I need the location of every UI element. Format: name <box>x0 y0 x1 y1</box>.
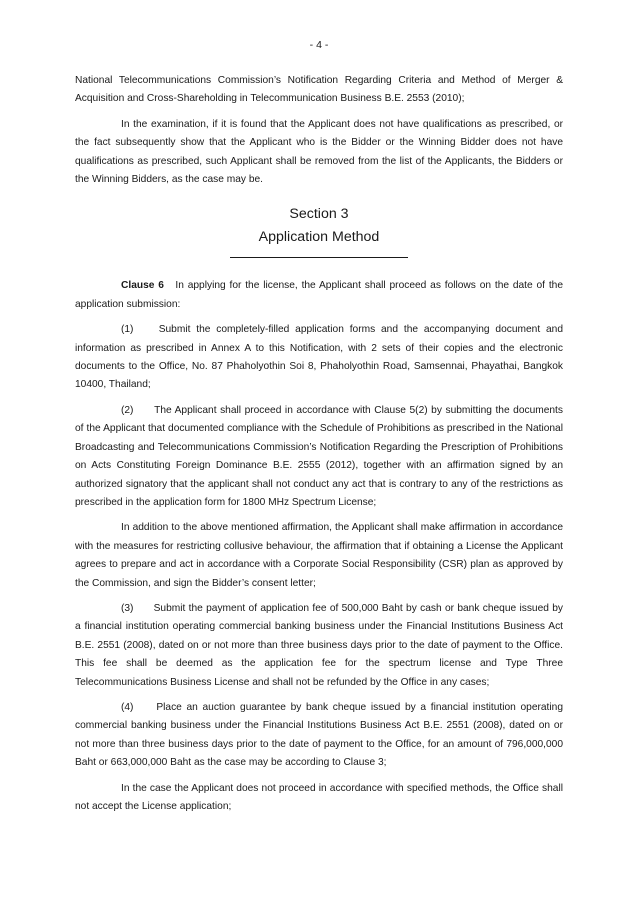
paragraph-qualification-removal: In the examination, if it is found that the Applicant does not have qualifications as prescribed, or the fact subsequently show that the Applicant who is the Bidder or the Winning Bidder does not have qualifications as prescribed, such Applicant shall be removed from the list of the Applicants, the Bidders or the Winning Bidders, as the case may be. <box>75 118 563 186</box>
clause-6-text: In applying for the license, the Applicant shall proceed as follows on the date of the application submission: <box>75 280 563 310</box>
item-1-number: (1) <box>121 324 134 336</box>
item-2 <box>75 402 563 512</box>
item-3-number: (3) <box>121 602 134 614</box>
item-4-number: (4) <box>121 701 134 713</box>
section-divider <box>230 257 408 258</box>
item-2-affirmation: In addition to the above mentioned affirmation, the Applicant shall make affirmation in accordance with the measures for restricting collusive behaviour, the affirmation that if obtaining a License the Applicant agrees to prepare and act in accordance with a Corporate Social Responsibility (CSR) plan as approved by the Commission, and sign the Bidder’s consent letter; <box>75 522 563 589</box>
clause-6 <box>75 277 563 314</box>
item-2-number: (2) <box>121 404 134 416</box>
item-3 <box>75 600 563 692</box>
item-1-text: Submit the completely-filled application forms and the accompanying document and information as prescribed in Annex A to this Notification, with 2 sets of their copies and the electronic documents to the Office, No. 87 Phaholyothin Soi 8, Phaholyothin Road, Samsennai, Phayathai, Bangkok 10400, Thailand; <box>75 324 563 391</box>
item-3-text: Submit the payment of application fee of 500,000 Baht by cash or bank cheque issued by a financial institution operating commercial banking business under the Financial Institutions Business Act B.E. 2551 (2008), dated on or not more than three business days prior to the date of payment to the Office. This fee shall be deemed as the application fee for the spectrum license and Type Three Telecommunications Business License and shall not be refunded by the Office in any cases; <box>75 602 563 688</box>
item-2-text: The Applicant shall proceed in accordance with Clause 5(2) by submitting the documents of the Applicant that documented compliance with the Schedule of Prohibitions as prescribed in the National Broadcasting and Telecommunications Commission’s Notification Regarding the Prescription of Prohibitions on Acts Constituting Foreign Dominance B.E. 2555 (2012), together with an affirmation signed by an authorized signatory that the applicant shall not conduct any act that is contrary to any of the restrictions as prescribed in the application form for 1800 MHz Spectrum License; <box>75 404 563 508</box>
item-4 <box>75 699 563 773</box>
clause-6-label: Clause 6 <box>121 280 164 292</box>
paragraph-closing: In the case the Applicant does not proceed in accordance with specified methods, the Office shall not accept the License application; <box>75 782 563 812</box>
section-subtitle: Application Method <box>258 229 380 246</box>
section-title: Section 3 <box>289 206 349 223</box>
page-number: - 4 - <box>309 39 329 51</box>
item-4-text: Place an auction guarantee by bank cheque issued by a financial institution operating commercial banking business under the Financial Institutions Business Act B.E. 2551 (2008), dated on or not more than three business days prior to the date of payment to the Office, for an amount of 796,000,000 Baht or 663,000,000 Baht as the case may be according to Clause 3; <box>75 701 563 769</box>
document-body <box>75 72 563 823</box>
paragraph-criteria-reference: National Telecommunications Commission’s Notification Regarding Criteria and Method of Merger & Acquisition and Cross-Shareholding in Telecommunication Business B.E. 2553 (2010); <box>75 75 563 105</box>
item-1 <box>75 321 563 395</box>
